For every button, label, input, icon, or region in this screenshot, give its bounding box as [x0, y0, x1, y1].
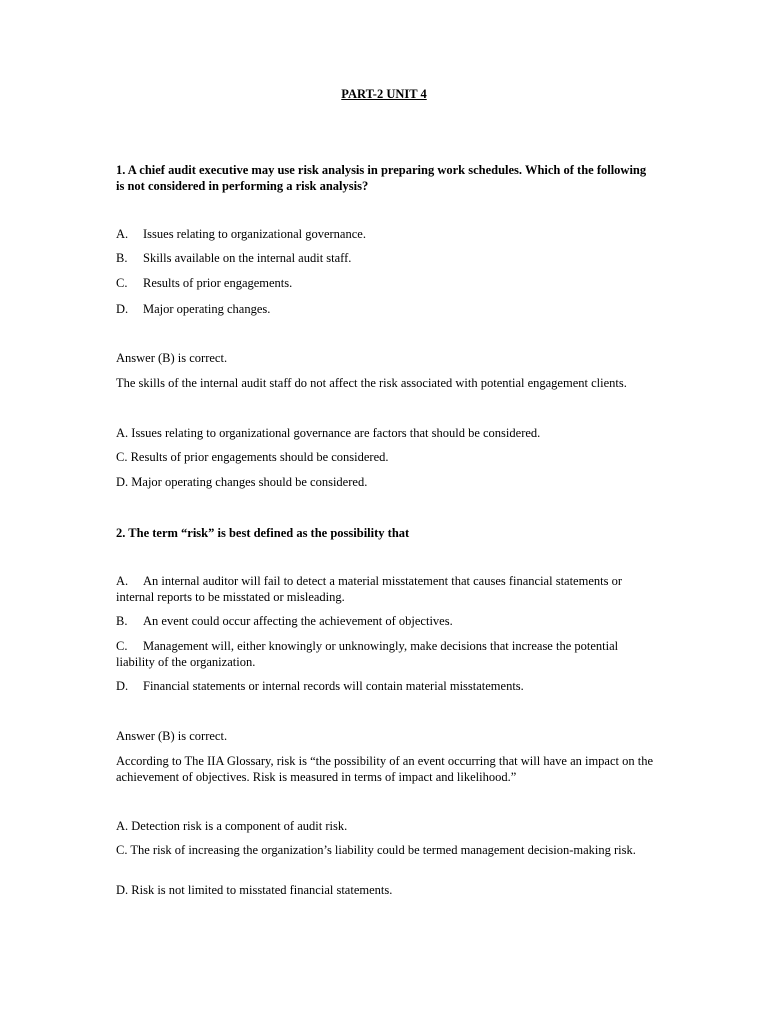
option-text: An internal auditor will fail to detect a material misstatement that causes financial statements or internal reports to be misstated or misleading.: [116, 574, 623, 604]
q1-option-a: [116, 226, 656, 242]
q2-note-a: A. Detection risk is a component of audit risk.: [116, 819, 348, 833]
q2-explanation: According to The IIA Glossary, risk is “the possibility of an event occurring that will have an impact on the achievement of objectives. Risk is measured in terms of impact and likelihood.”: [116, 754, 654, 784]
option-text: Major operating changes.: [143, 302, 271, 316]
question-2: 2. The term “risk” is best defined as the possibility that: [116, 526, 410, 540]
q2-option-a: [116, 573, 656, 605]
option-text: Management will, either knowingly or unknowingly, make decisions that increase the potential liability of the organization.: [116, 639, 619, 669]
q1-explanation: The skills of the internal audit staff do not affect the risk associated with potential engagement clients.: [116, 376, 627, 390]
option-letter: C.: [116, 276, 128, 290]
q1-note-d: D. Major operating changes should be considered.: [116, 475, 368, 489]
q2-option-d: [116, 678, 656, 694]
q1-option-c: [116, 275, 656, 291]
q1-note-c: C. Results of prior engagements should be considered.: [116, 450, 389, 464]
option-letter: A.: [116, 227, 129, 241]
q1-option-d: [116, 301, 656, 317]
option-letter: B.: [116, 614, 128, 628]
option-text: An event could occur affecting the achievement of objectives.: [143, 614, 453, 628]
q2-answer: Answer (B) is correct.: [116, 729, 228, 743]
option-text: Skills available on the internal audit staff.: [143, 251, 352, 265]
q1-note-a: A. Issues relating to organizational governance are factors that should be considered.: [116, 426, 541, 440]
q2-note-c: C. The risk of increasing the organization’s liability could be termed management decision-making risk.: [116, 843, 636, 857]
page-title: PART-2 UNIT 4: [341, 87, 427, 101]
option-letter: D.: [116, 679, 129, 693]
q2-option-b: [116, 613, 656, 629]
option-letter: D.: [116, 302, 129, 316]
question-1: 1. A chief audit executive may use risk analysis in preparing work schedules. Which of the following is not considered in performing a risk analysis?: [116, 163, 647, 193]
q1-answer: Answer (B) is correct.: [116, 351, 228, 365]
option-text: Results of prior engagements.: [143, 276, 293, 290]
option-letter: B.: [116, 251, 128, 265]
option-text: Financial statements or internal records will contain material misstatements.: [143, 679, 524, 693]
option-text: Issues relating to organizational governance.: [143, 227, 366, 241]
option-letter: A.: [116, 574, 129, 588]
q2-option-c: [116, 638, 656, 670]
option-letter: C.: [116, 639, 128, 653]
q1-option-b: [116, 250, 656, 266]
q2-note-d: D. Risk is not limited to misstated financial statements.: [116, 883, 393, 897]
